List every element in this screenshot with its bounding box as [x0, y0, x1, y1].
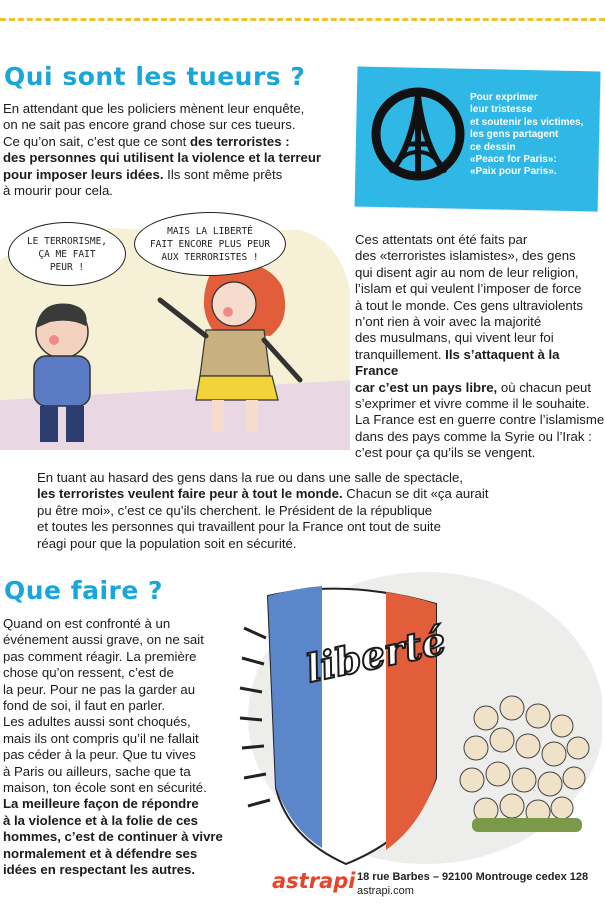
intro-bold: pour imposer leurs idées. [3, 166, 164, 182]
random-attacks-paragraph [37, 470, 567, 552]
footer-website: astrapi.com [357, 885, 414, 897]
boy-speech-bubble: LE TERRORISME, ÇA ME FAIT PEUR ! [8, 222, 126, 286]
intro-line: à mourir pour cela. [3, 183, 113, 199]
random-line: En tuant au hasard des gens dans la rue ou dans une salle de spectacle, [37, 470, 463, 485]
attacks-text-end: où chacun peut s’exprimer et vivre comme il le souhaite. La France est en guerre contre l’islamisme dans des pays comme la Syrie ou l’Irak : c’est pour ça qu’ils se vengent. [355, 379, 605, 461]
intro-line: Ce qu’on sait, c’est que ce sont [3, 133, 190, 149]
section-heading-tueurs: Qui sont les tueurs ? [4, 62, 306, 91]
random-rest: Chacun se dit «ça aurait pu être moi», c’est ce qu’ils cherchent. le Président de la république et toutes les personnes qui travaillent pour la France ont tout de suite réagi pour que la population soit en sécurité. [37, 486, 489, 551]
intro-line: En attendant que les policiers mènent leur enquête, [3, 101, 305, 116]
top-dashed-divider [0, 18, 605, 21]
que-faire-paragraph [3, 616, 238, 879]
attacks-paragraph [355, 232, 605, 462]
liberte-shield-illustration [236, 568, 602, 868]
girl-speech-bubble: MAIS LA LIBERTÉ FAIT ENCORE PLUS PEUR AUX TERRORISTES ! [134, 212, 286, 276]
caption-text: Pour exprimer leur tristesse et soutenir les victimes, les gens partagent ce dessin «Peace for Paris»: «Paix pour Paris». [470, 92, 584, 178]
intro-bold: des personnes qui utilisent la violence et la terreur [3, 150, 322, 166]
section-heading-que-faire: Que faire ? [4, 576, 164, 605]
intro-paragraph [3, 101, 343, 199]
footer-address: 18 rue Barbes – 92100 Montrouge cedex 128 [357, 871, 589, 883]
intro-line: on ne sait pas encore grand chose sur ces tueurs. [3, 117, 296, 133]
astrapi-logo: astrapi [272, 869, 356, 893]
attacks-text: Ces attentats ont été faits par des «terroristes islamistes», des gens qui disent agir au nom de leur religion, l’islam et qui veulent l’imposer de force à tout le monde. Ces gens ultraviolents n’ont rien à voir avec la majorité des musulmans, qui vivent leur foi tranquillement. [355, 232, 583, 362]
que-faire-bold: La meilleure façon de répondre à la violence et à la folie de ces hommes, c’est de continuer à vivre normalement et à défendre ses idées en respectant les autres. [3, 796, 223, 878]
intro-line: Ils sont même prêts [163, 166, 283, 182]
shield-word: liberté [301, 617, 450, 692]
random-bold: les terroristes veulent faire peur à tout le monde. [37, 486, 343, 502]
peace-for-paris-icon [368, 74, 468, 194]
que-faire-text: Quand on est confronté à un événement aussi grave, on ne sait pas comment réagir. La première chose qu’on ressent, c’est de la peur. Pour ne pas la garder au fond de soi, il faut en parler. Les adultes aussi sont choqués, mais ils ont compris qu’il ne fallait pas céder à la peur. Que tu vives à Paris ou ailleurs, sache que ta maison, ton école sont en sécurité. [3, 616, 207, 796]
intro-bold: des terroristes : [189, 133, 290, 149]
attacks-bold: Ils s’attaquent à la France car c’est un pays libre, [355, 346, 560, 395]
